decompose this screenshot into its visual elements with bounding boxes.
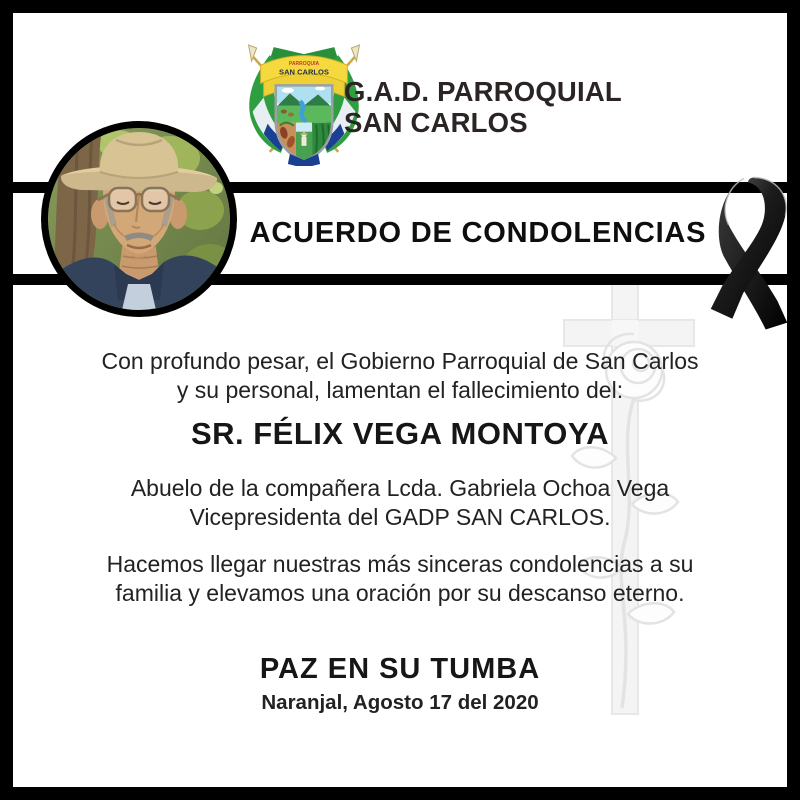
- poster-inner-card: [13, 13, 787, 787]
- dateline-text: Naranjal, Agosto 17 del 2020: [261, 691, 539, 714]
- emblem-top-label: PARROQUIA: [288, 61, 320, 68]
- condolence-line2: familia y elevamos una oración por su descanso eterno.: [115, 580, 685, 606]
- org-name-line1: G.A.D. PARROQUIAL: [344, 76, 622, 107]
- emblem-shield: [276, 85, 332, 166]
- portrait-photo: [41, 121, 237, 317]
- deceased-name: SR. FÉLIX VEGA MONTOYA: [190, 416, 610, 451]
- portrait-illustration: [48, 128, 230, 310]
- memorial-watermark: [546, 276, 706, 726]
- relation-line2: Vicepresidenta del GADP SAN CARLOS.: [189, 504, 611, 530]
- intro-line2: y su personal, lamentan el fallecimiento del:: [176, 377, 624, 403]
- page-title: ACUERDO DE CONDOLENCIAS: [249, 217, 707, 249]
- intro-line1: Con profundo pesar, el Gobierno Parroquial de San Carlos: [101, 348, 699, 374]
- condolence-line1: Hacemos llegar nuestras más sinceras condolencias a su: [106, 551, 694, 577]
- farewell-text: PAZ EN SU TUMBA: [259, 653, 541, 685]
- org-name: [344, 76, 622, 138]
- org-name-line2: SAN CARLOS: [344, 107, 528, 138]
- mourning-ribbon-icon: [699, 175, 800, 331]
- relation-line1: Abuelo de la compañera Lcda. Gabriela Ochoa Vega: [130, 475, 670, 501]
- emblem-label: SAN CARLOS: [279, 67, 329, 77]
